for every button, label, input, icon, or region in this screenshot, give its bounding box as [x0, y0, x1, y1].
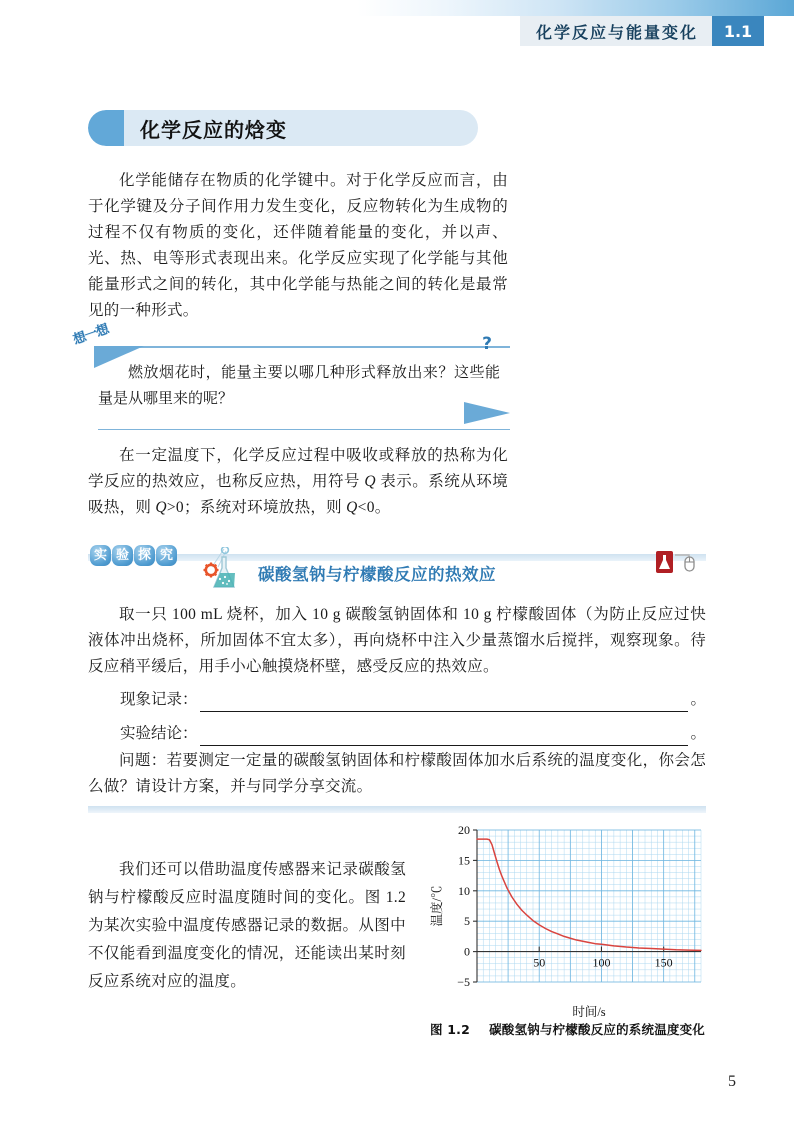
- symbol-q-1: Q: [364, 473, 376, 490]
- svg-text:20: 20: [458, 823, 470, 837]
- svg-text:0: 0: [464, 944, 470, 959]
- think-box: [70, 322, 510, 430]
- svg-text:50: 50: [533, 955, 546, 970]
- blank-row-conclusion: [120, 722, 706, 746]
- blank-end-observation: 。: [690, 691, 706, 708]
- section-title-bar: [88, 110, 478, 146]
- figure-1-2: [425, 822, 710, 1052]
- running-head-section-number: 1.1: [712, 16, 764, 46]
- blank-row-observation: [120, 688, 706, 712]
- temperature-chart: [425, 822, 710, 1017]
- figure-caption-text: 碳酸氢钠与柠檬酸反应的系统温度变化: [489, 1022, 706, 1037]
- svg-text:15: 15: [458, 853, 470, 868]
- experiment-badge-group: [90, 545, 177, 566]
- experiment-title: 碳酸氢钠与柠檬酸反应的热效应: [258, 565, 496, 584]
- experiment-body-text: 取一只 100 mL 烧杯，加入 10 g 碳酸氢钠固体和 10 g 柠檬酸固体（为防止反应过快液体冲出烧杯，所加固体不宜太多），再向烧杯中注入少量蒸馏水后搅拌，观察现象。待反应稍平缓后，用手小心触摸烧杯壁，感受反应的热效应。: [88, 606, 706, 675]
- svg-text:100: 100: [592, 955, 611, 970]
- experiment-badge-char-2: 验: [112, 545, 133, 566]
- think-box-arrow-icon: [464, 402, 510, 424]
- svg-text:5: 5: [464, 914, 470, 929]
- symbol-q-3: Q: [346, 499, 358, 516]
- running-head-title: 化学反应与能量变化: [520, 16, 712, 46]
- page-number: 5: [728, 1073, 736, 1090]
- svg-text:温度/℃: 温度/℃: [430, 885, 444, 927]
- paragraph-heat-effect: [88, 443, 508, 521]
- figure-caption-number: 图 1.2: [429, 1022, 470, 1037]
- think-box-top-rule: [128, 346, 510, 348]
- experiment-header: [88, 545, 706, 591]
- experiment-question: 问题：若要测定一定量的碳酸氢钠固体和柠檬酸固体加水后系统的温度变化，你会怎么做？请设计方案，并与同学分享交流。: [88, 752, 706, 795]
- question-mark-icon: ?: [482, 334, 492, 354]
- lower-divider-rule: [88, 806, 706, 813]
- blank-input-conclusion[interactable]: [200, 727, 689, 746]
- blank-label-conclusion: 实验结论：: [120, 725, 198, 742]
- heat-text-4: <0。: [357, 499, 391, 516]
- gear-icon: [204, 563, 219, 578]
- experiment-badge-char-1: 实: [90, 545, 111, 566]
- heat-text-2: 表示。系统从环境吸热，则: [88, 473, 509, 516]
- svg-text:时间/s: 时间/s: [572, 1005, 606, 1017]
- heat-text-3: >0；系统对环境放热，则: [166, 499, 347, 516]
- mouse-icon: [675, 555, 694, 571]
- svg-text:−5: −5: [457, 975, 470, 989]
- think-box-bottom-rule: [98, 429, 510, 431]
- svg-text:150: 150: [654, 955, 673, 970]
- think-box-text: 燃放烟花时，能量主要以哪几种形式释放出来？这些能量是从哪里来的呢？: [98, 365, 500, 407]
- figure-caption: [425, 1020, 710, 1038]
- experiment-top-rule: [88, 554, 706, 561]
- red-flask-icon: [656, 551, 673, 573]
- svg-text:10: 10: [458, 883, 470, 898]
- top-gradient-band: [0, 0, 794, 16]
- paragraph-sensor: 我们还可以借助温度传感器来记录碳酸氢钠与柠檬酸反应时温度随时间的变化。图 1.2 为某次实验中温度传感器记录的数据。从图中不仅能看到温度变化的情况，还能读出某时刻反应系统对应的温度。: [88, 861, 406, 990]
- experiment-resource-icons: [656, 549, 706, 579]
- running-head: [520, 16, 764, 46]
- heat-text-1: 在一定温度下，化学反应过程中吸收或释放的热称为化学反应的热效应，也称反应热，用符号: [88, 447, 508, 490]
- flask-icon: [196, 547, 250, 591]
- experiment-badge-char-4: 究: [156, 545, 177, 566]
- section-title-text: 化学反应的焓变: [140, 117, 287, 142]
- symbol-q-2: Q: [155, 499, 167, 516]
- blank-label-observation: 现象记录：: [120, 691, 198, 708]
- think-box-tag: 想一想: [71, 322, 111, 348]
- blank-input-observation[interactable]: [200, 693, 689, 712]
- blank-end-conclusion: 。: [690, 725, 706, 742]
- paragraph-intro: 化学能储存在物质的化学键中。对于化学反应而言，由于化学键及分子间作用力发生变化，反应物转化为生成物的过程不仅有物质的变化，还伴随着能量的变化，并以声、光、热、电等形式表现出来。化学反应实现了化学能与其他能量形式之间的转化，其中化学能与热能之间的转化是最常见的一种形式。: [88, 172, 508, 319]
- experiment-badge-char-3: 探: [134, 545, 155, 566]
- section-title-tab: [88, 110, 124, 146]
